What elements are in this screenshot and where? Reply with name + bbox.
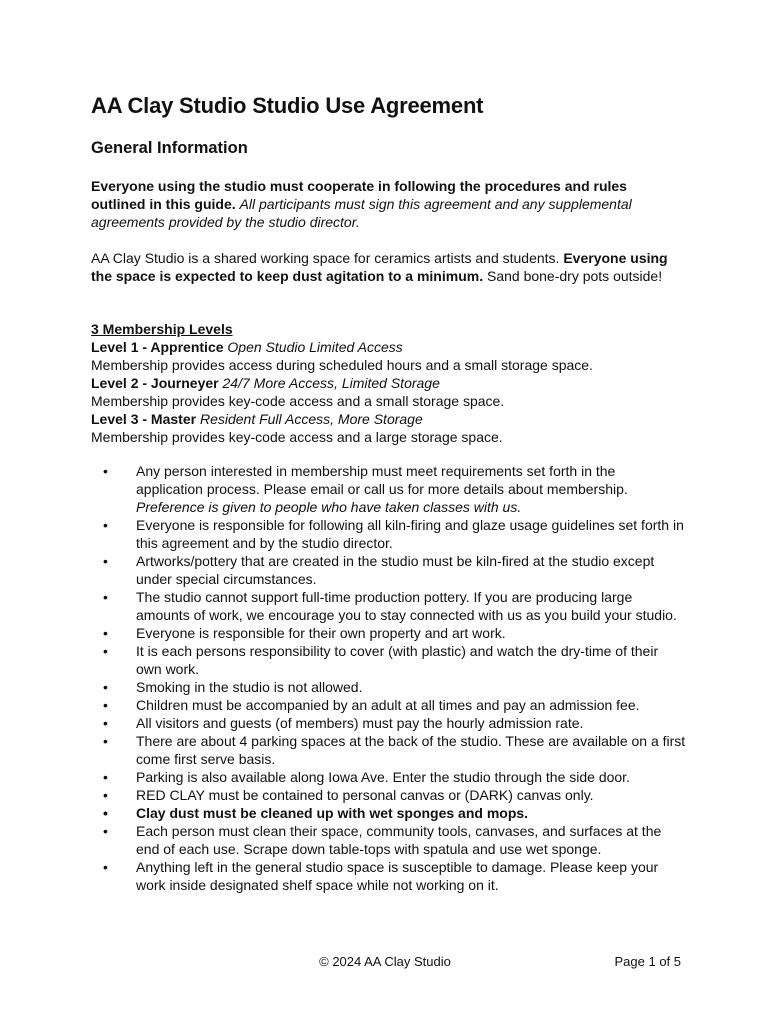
- rules-list: [91, 462, 686, 894]
- membership-heading: 3 Membership Levels: [91, 321, 233, 337]
- list-item: • Everyone is responsible for their own property and art work.: [91, 624, 686, 642]
- list-item: • The studio cannot support full-time production pottery. If you are producing large amounts of work, we encourage you to stay connected with us as you build your studio.: [91, 588, 686, 624]
- level-2-tag: 24/7 More Access, Limited Storage: [222, 375, 440, 391]
- list-item: • Everyone is responsible for following all kiln-firing and glaze usage guidelines set forth in this agreement and by the studio director.: [91, 516, 686, 552]
- level-1-name: Level 1 - Apprentice: [91, 339, 224, 355]
- level-2-description: Membership provides key-code access and a small storage space.: [91, 393, 505, 409]
- list-item: • Clay dust must be cleaned up with wet sponges and mops.: [91, 804, 686, 822]
- shared-space-text: AA Clay Studio is a shared working space for ceramics artists and students.: [91, 250, 560, 266]
- list-item: • All visitors and guests (of members) must pay the hourly admission rate.: [91, 714, 686, 732]
- intro-italic-text: All participants must sign this agreement and any supplemental agreements provided by the studio director.: [91, 196, 632, 230]
- level-1-tag: Open Studio Limited Access: [227, 339, 403, 355]
- level-3: [91, 410, 683, 428]
- section-heading: General Information: [91, 139, 248, 157]
- list-item: • Artworks/pottery that are created in the studio must be kiln-fired at the studio except under special circumstances.: [91, 552, 686, 588]
- list-item: • Parking is also available along Iowa Ave. Enter the studio through the side door.: [91, 768, 686, 786]
- shared-space-paragraph: [91, 249, 683, 285]
- footer-page-number: Page 1 of 5: [614, 954, 681, 969]
- footer-copyright: © 2024 AA Clay Studio: [319, 954, 451, 969]
- list-item: • There are about 4 parking spaces at the back of the studio. These are available on a first come first serve basis.: [91, 732, 686, 768]
- level-3-tag: Resident Full Access, More Storage: [199, 411, 423, 427]
- document-title: AA Clay Studio Studio Use Agreement: [91, 93, 484, 118]
- intro-paragraph: [91, 177, 683, 231]
- dust-rule-bold: Everyone using the space is expected to keep dust agitation to a minimum.: [91, 250, 668, 284]
- level-1-description: Membership provides access during scheduled hours and a small storage space.: [91, 357, 593, 373]
- list-item: • It is each persons responsibility to cover (with plastic) and watch the dry-time of their own work.: [91, 642, 686, 678]
- intro-bold-text: Everyone using the studio must cooperate in following the procedures and rules outlined in this guide.: [91, 178, 627, 212]
- list-item: • Any person interested in membership must meet requirements set forth in the application process. Please email or call us for more details about membership. Preference is given to people who have taken classes with us.: [91, 462, 686, 516]
- level-1: [91, 338, 683, 356]
- level-2: [91, 374, 683, 392]
- level-3-name: Level 3 - Master: [91, 411, 197, 427]
- document-content: [91, 92, 691, 893]
- level-3-description: Membership provides key-code access and a large storage space.: [91, 429, 503, 445]
- level-2-name: Level 2 - Journeyer: [91, 375, 219, 391]
- membership-levels: [91, 320, 683, 446]
- list-item: • Anything left in the general studio space is susceptible to damage. Please keep your work inside designated shelf space while not working on it.: [91, 858, 686, 894]
- list-item: • RED CLAY must be contained to personal canvas or (DARK) canvas only.: [91, 786, 686, 804]
- list-item: • Smoking in the studio is not allowed.: [91, 678, 686, 696]
- preference-note: Preference is given to people who have taken classes with us.: [136, 499, 522, 515]
- list-item: • Each person must clean their space, community tools, canvases, and surfaces at the end of each use. Scrape down table-tops with spatula and use wet sponge.: [91, 822, 686, 858]
- list-item: • Children must be accompanied by an adult at all times and pay an admission fee.: [91, 696, 686, 714]
- sand-pots-text: Sand bone-dry pots outside!: [486, 268, 663, 284]
